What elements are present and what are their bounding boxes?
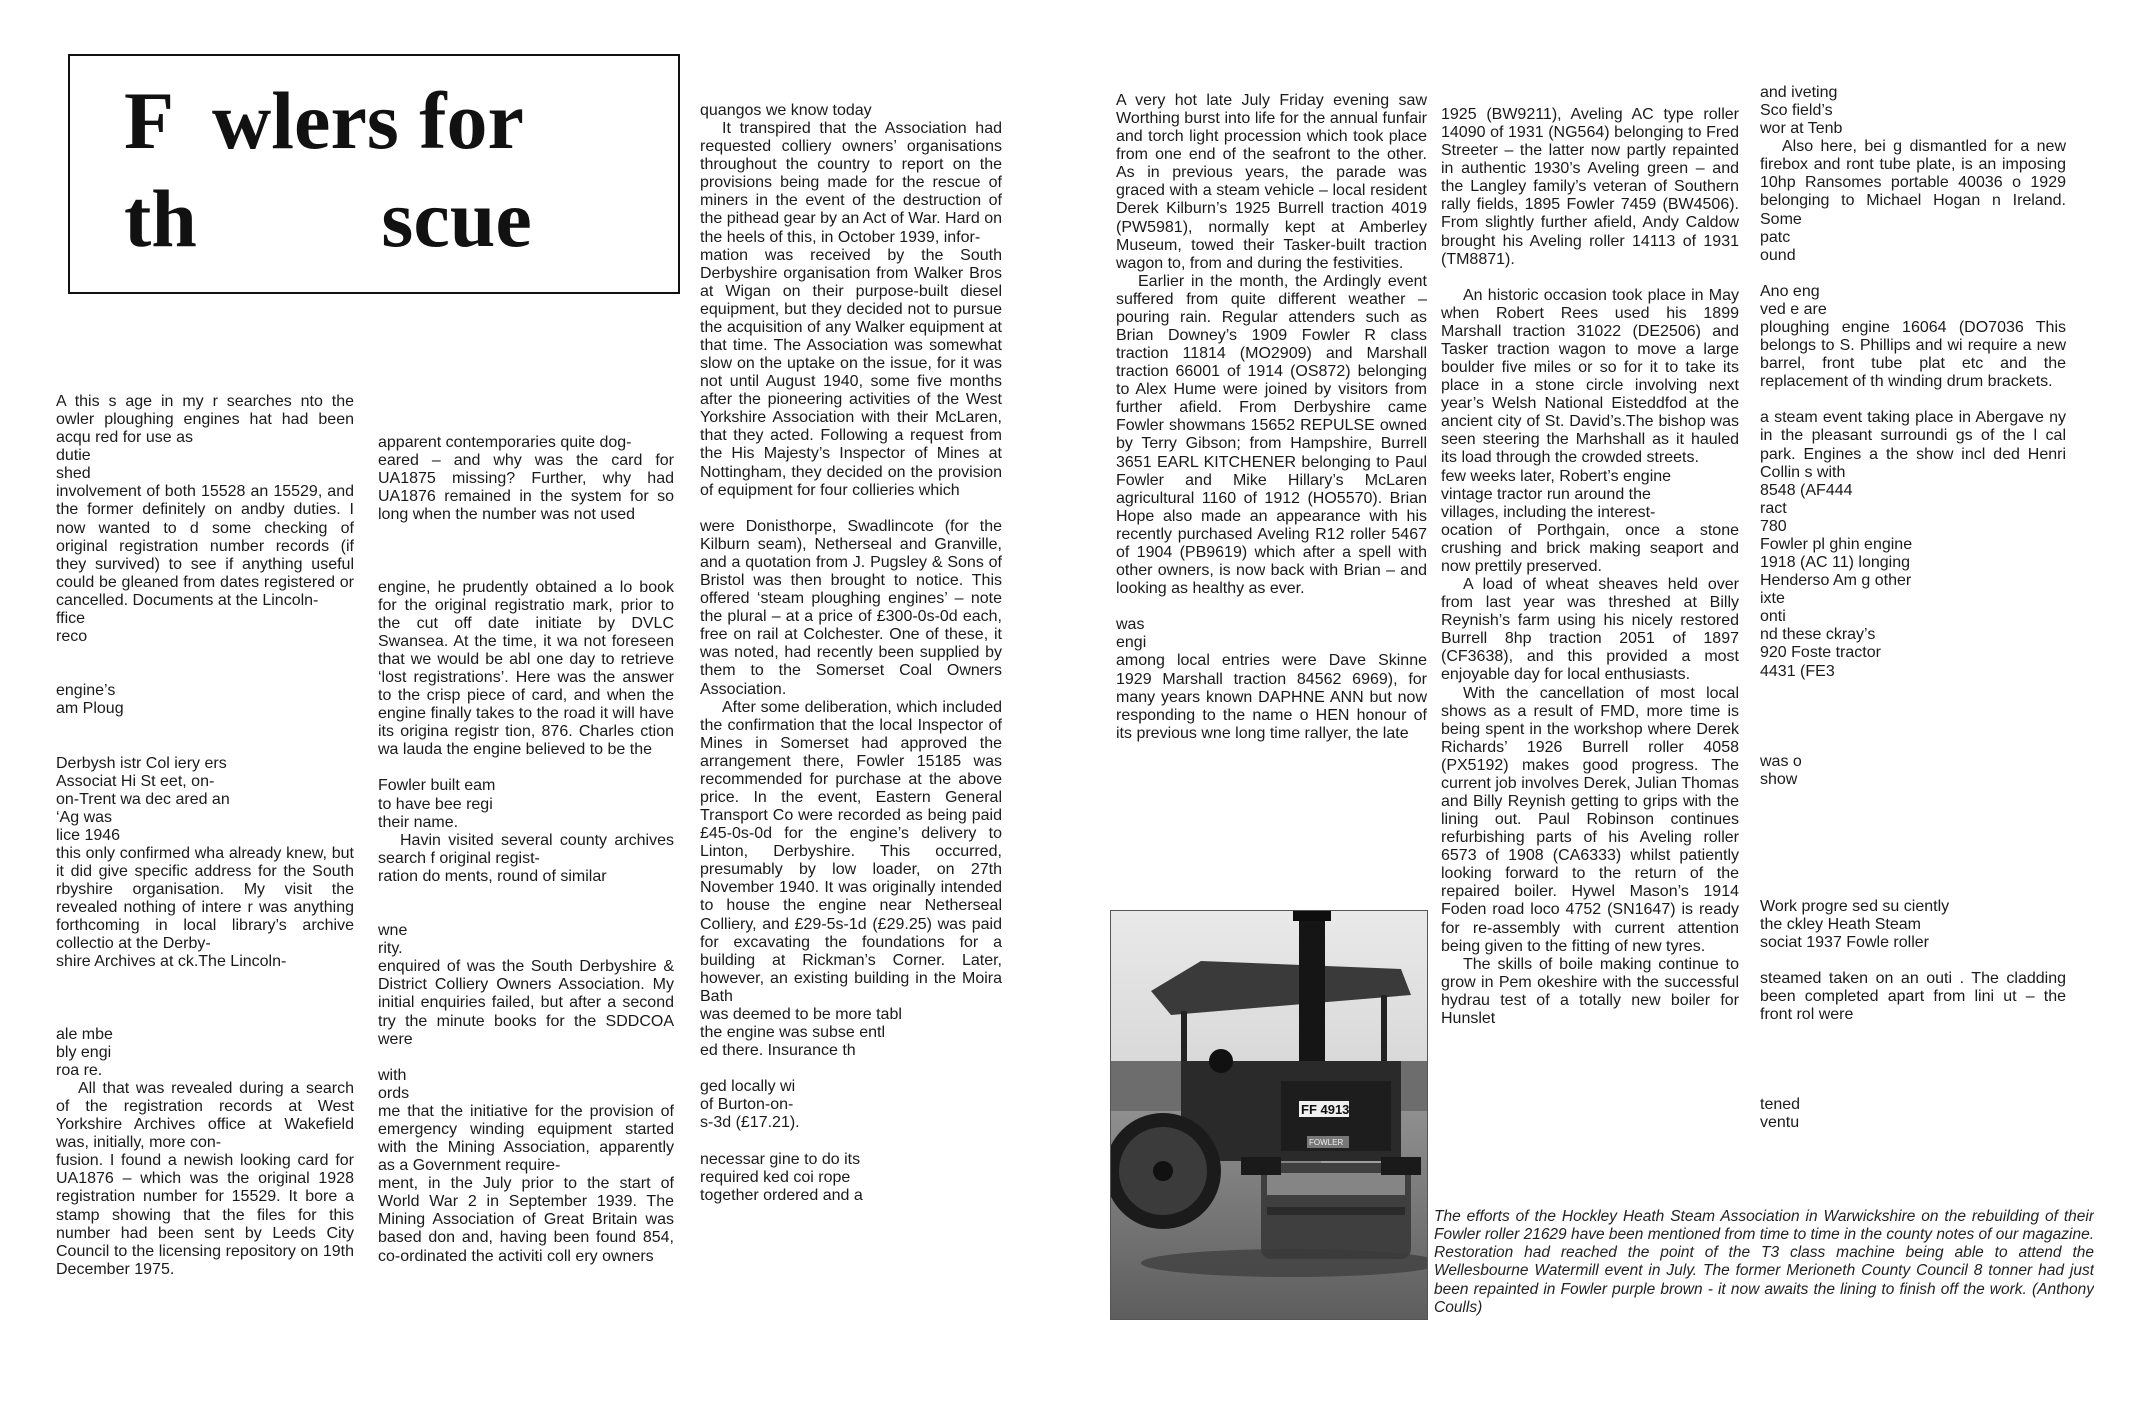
paragraph: and iveting Sco field’s wor at Tenb <box>1760 84 1843 138</box>
paragraph: Earlier in the month, the Ardingly event suffered from quite different weather – pouring rain. Regular attenders such as Brian Downey’s 1909 Fowler R class traction 11814 (MO2909) and Marshall traction 66001 of 1914 (OS872) belonging to Alex Hume were joined by visitors from further afield. From Derbyshire came Fowler showmans 15652 REPULSE owned by Terry Gibson; from Hampshire, Burrell 3651 EARL KITCHENER belonging to Paul Fowler and Mike Hillary’s McLaren agricultural 1160 of 1912 (HO5570). Brian Hope also made an appearance with his recently purchased Aveling R12 roller 5467 of 1904 (PB9619) which after a spell with other owners, is now back with Brian – and looking as healthy as ever. was engi among local entries were Dave Skinne 1929 Marshall traction 84562 6969), for many years known DAPHNE ANN but now responding to the name o HEN honour of its previous wne long time rallyer, the late <box>1116 272 1427 742</box>
right-column-1 <box>1116 92 1427 862</box>
paragraph: quangos we know today <box>700 102 872 119</box>
left-column-1 <box>56 393 354 1313</box>
paragraph: Also here, bei g dismantled for a new firebox and ront tube plate, is an imposing 10hp Ransomes portable 40036 o 1929 belonging to Michael Hogan n Ireland. Some patc ound Ano eng ved e are ploughing engine 16064 (DO7036 This belongs to S. Phillips and wi require a new barrel, front tube plat etc and the replacement of th winding drum brackets. a steam event taking place in Abergave ny in the pleasant surroundi gs of the l cal park. Engines a the show incl ded Henri Collin s with 8548 (AF444 ract 780 Fowler pl ghin engine 1918 (AC 11) longing Henderso Am g other ixte onti nd these ckray’s 920 Foste tractor 4431 (FE3 was o show Work progre sed su ciently the ckley Heath Steam sociat 1937 Fowle roller steamed taken on an outi . The cladding been completed apart from lini ut – the front rol were tened ventu <box>1760 138 2066 1132</box>
chimney <box>1299 911 1325 1069</box>
paragraph: All that was revealed during a search of the registration records at West Yorkshire Archives office at Wakefield was, initially, more con- fusion. I found a newish looking card for UA1876 – which was the original 1928 registration number for 15529. It bore a stamp showing that the files for this number had been sent by Leeds City Council to the licensing repository on 19th December 1975. <box>56 1079 354 1278</box>
right-page <box>1068 0 2135 1425</box>
number-plate-text: FF 4913 <box>1301 1102 1350 1117</box>
left-column-2 <box>378 434 674 1314</box>
headline-line-2: th scue <box>124 173 532 264</box>
paragraph: With the cancellation of most local shows as a result of FMD, more time is being spent in the workshop where Derek Richards’ 1926 Burrell roller 4058 (PX5192) makes good progress. The current job involves Derek, Julian Thomas and Billy Reynish getting to grips with the lining out. Paul Robinson continues refurbishing parts of his Aveling roller 6573 of 1908 (CA6333) whilst patiently looking forward to the return of the repaired boiler. Hywel Mason’s 1914 Foden road loco 4752 (SN1647) is ready for re-assembly with current attention being given to the fitting of new tyres. <box>1441 684 1739 955</box>
left-column-3 <box>700 102 1002 1314</box>
paragraph: It transpired that the Association had requested colliery owners’ organisations throughout the country to report on the provisions being made for the rescue of miners in the event of the destruction of the pithead gear by an Act of War. Hard on the heels of this, in October 1939, infor- mation was received by the South Derbyshire organisation from Walker Bros at Wigan on their purpose-built diesel equipment, but they decided not to pursue the acquisition of any Walker equipment at that time. The Association was somewhat slow on the uptake on the issue, for it was not until August 1940, some five months after the pioneering activities of the West Yorkshire Association with their McLaren, that they acted. Following a request from the His Majesty’s Inspector of Mines at Nottingham, they decided on the provision of equipment for four collieries which were Donisthorpe, Swadlincote (for the Kilburn seam), Netherseal and Granville, and a quotation from J. Pugsley & Sons of Bristol was then brought to notice. This offered ‘steam ploughing engines’ – note the plural – at a price of £300-0s-0d each, free on rail at Colchester. One of these, it was noted, had recently been supplied by them to the Somerset Coal Owners Association. <box>700 120 1002 698</box>
nameplate-text: FOWLER <box>1309 1138 1344 1147</box>
right-column-2 <box>1441 106 1739 1206</box>
headline-box <box>68 54 680 294</box>
paragraph: 1925 (BW9211), Aveling AC type roller 14090 of 1931 (NG564) belonging to Fred Streeter – the latter now partly repainted in authentic 1930’s Aveling green – and the Langley family’s veteran of Southern rally fields, 1895 Fowler 7459 (BW4506). From slightly further afield, Andy Caldow brought his Aveling roller 14113 of 1931 (TM8871). <box>1441 106 1739 268</box>
paragraph: Havin visited several county archives search f original regist- ration do ments, round of similar wne rity. enquired of was the South Derbyshire & District Colliery Owners Association. My initial enquiries failed, but after a second try the minute books for the SDDCOA were with ords me that the initiative for the provision of emergency winding equipment started with the Mining Association, apparently as a Government require- ment, in the July prior to the start of World War 2 in September 1939. The Mining Association of Great Britain was based don and, having been found 854, co-ordinated the activiti coll ery owners <box>378 831 674 1265</box>
paragraph: A very hot late July Friday evening saw Worthing burst into life for the annual funfair and torch light procession which took place from one end of the seafront to the other. As in previous years, the parade was graced with a steam vehicle – local resident Derek Kilburn’s 1925 Burrell traction 4019 (PW5981), normally kept at Amberley Museum, towed their Tasker-built traction wagon to, from and during the festivities. <box>1116 92 1427 272</box>
paragraph: A load of wheat sheaves held over from last year was threshed at Billy Reynish’s farm using his nicely restored Burrell 8hp traction 2051 of 1897 (CF3638), and this provided a most enjoyable day for local enthusiasts. <box>1441 576 1739 684</box>
right-column-3 <box>1760 84 2066 1184</box>
paragraph: The skills of boile making continue to grow in Pem okeshire with the successful hydrau test of a totally new boiler for Hunslet <box>1441 955 1739 1027</box>
steam-roller-illustration <box>1111 911 1428 1320</box>
paragraph: After some deliberation, which included the confirmation that the local Inspector of Mines in Somerset had approved the arrangement there, Fowler 15185 was recommended for purchase at the above price. In the event, Eastern General Transport Co were recorded as being paid £45-0s-0d for the engine’s delivery to Linton, Derbyshire. This occurred, presumably by low loader, on 27th November 1940. It was originally intended to house the engine near Netherseal Colliery, and £29-5s-1d (£29.25) was paid for excavating the foundations for a building at Rickman’s Corner. Later, however, an existing building in the Moira Bath was deemed to be more tabl the engine was subse entl ed there. Insurance th ged locally wi of Burton-on- s-3d (£17.21). necessar gine to do its required ked coi rope together ordered and a <box>700 698 1002 1204</box>
paragraph: An historic occasion took place in May when Robert Rees used his 1899 Marshall traction 31022 (DE2506) and Tasker traction wagon to move a large boulder five miles or so for it to take its place in a stone circle involving next year’s Welsh National Eisteddfod at the ancient city of St. David’s.The bishop was seen steering the Marhshall as it hauled its load through the crowded streets. few weeks later, Robert’s engine vintage tractor run around the villages, including the interest- ocation of Porthgain, once a stone crushing and brick making seaport and now prettily preserved. <box>1441 286 1739 575</box>
photo-caption: The efforts of the Hockley Heath Steam Association in Warwickshire on the rebuilding of their Fowler roller 21629 have been mentioned from time to time in the county notes of our magazine. Restoration had reached the point of the T3 class machine being able to attend the Wellesbourne Watermill event in July. The former Merioneth County Council 8 tonner had just been repainted in Fowler purple brown - it now awaits the lining to finish off the work. (Anthony Coulls) <box>1434 1208 2094 1316</box>
steam-roller-photo <box>1110 910 1428 1320</box>
paragraph: apparent contemporaries quite dog- eared – and why was the card for UA1875 missing? Further, why had UA1876 remained in the system for so long when the number was not used engine, he prudently obtained a lo book for the original registratio mark, prior to the cut off date initiate by DVLC Swansea. At the time, it wa not foreseen that we would be abl one day to retrieve ‘lost registrations’. Here was the answer to the crisp piece of card, and when the engine finally takes to the road it will have its origina registr tion, 876. Charles ction wa lauda the engine believed to be the Fowler built eam to have bee regi their name. <box>378 434 674 831</box>
left-page <box>0 0 1067 1425</box>
headline-line-1: F wlers for <box>124 75 524 166</box>
paragraph: A this s age in my r searches nto the owler ploughing engines hat had been acqu red for use as dutie shed involvement of both 15528 an 15529, and the former definitely on andby duties. I now wanted to d some checking of original registration number records (if they survived) to see if anything useful could be gleaned from dates registered or cancelled. Documents at the Lincoln- ffice reco engine’s am Ploug Derbysh istr Col iery ers Associat Hi St eet, on- on-Trent wa dec ared an ‘Ag was lice 1946 this only confirmed wha already knew, but it did give specific address for the South rbyshire organisation. My visit the revealed nothing of intere r was anything forthcoming in local library’s archive collectio at the Derby- shire Archives at ck.The Lincoln- ale mbe bly engi roa re. <box>56 393 354 1079</box>
